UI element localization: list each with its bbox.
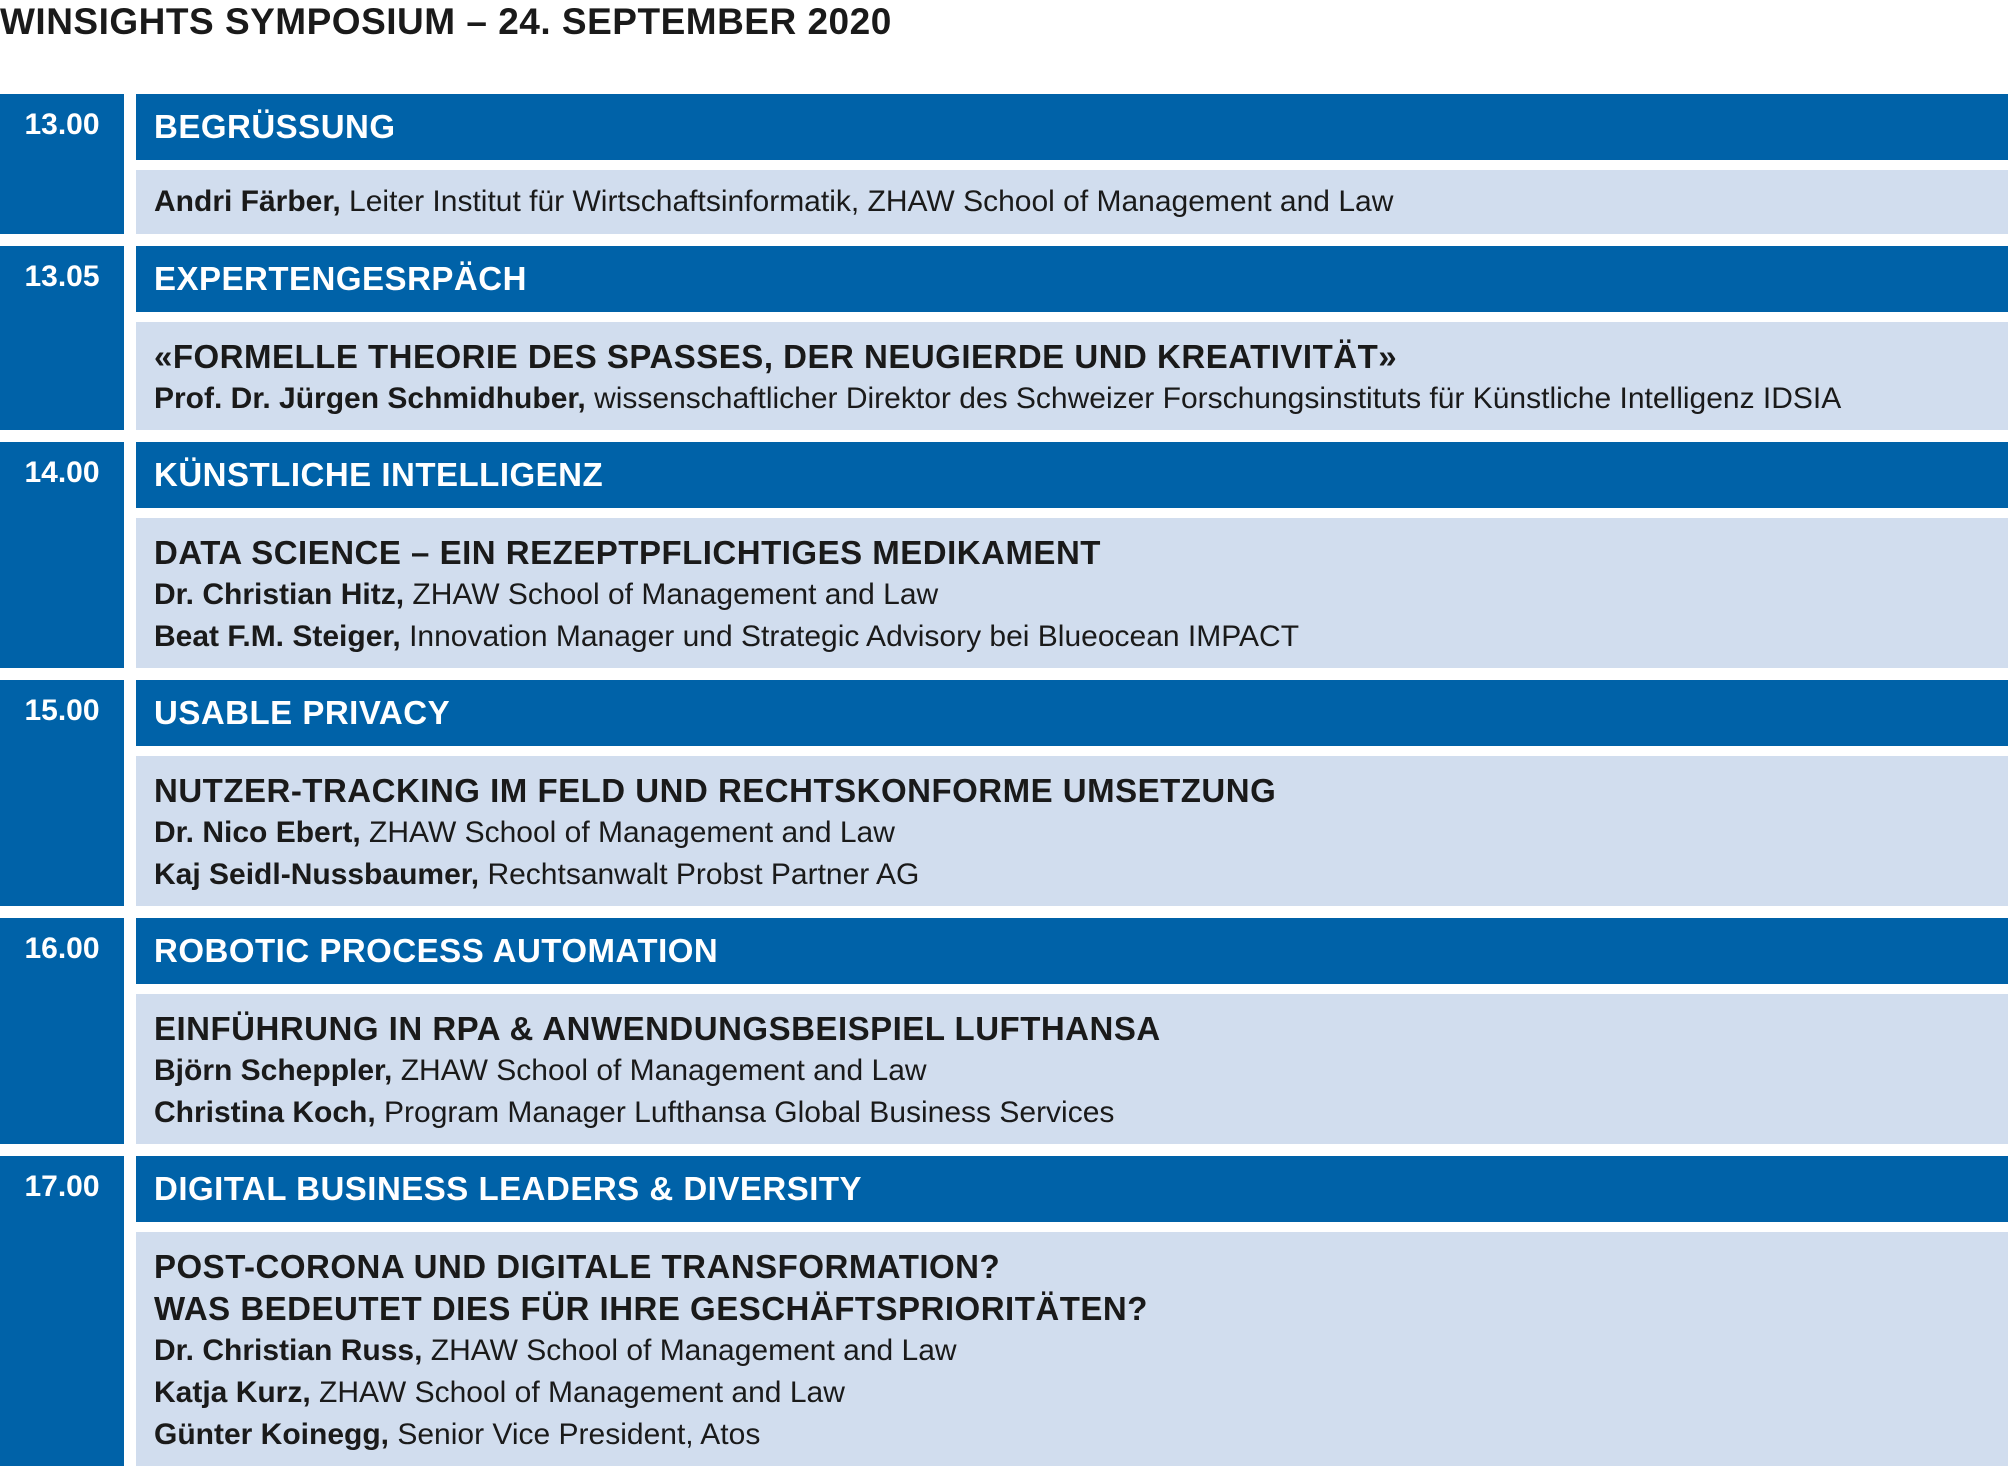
session-time: 15.00: [24, 694, 100, 727]
speaker-line: [154, 378, 1990, 420]
speaker-line: [154, 616, 1990, 658]
session-header: EXPERTENGESRPÄCH: [136, 246, 2008, 312]
session-body: [136, 322, 2008, 430]
session-block: [0, 680, 2008, 906]
speaker-role: Senior Vice President, Atos: [389, 1418, 761, 1451]
session-header: KÜNSTLICHE INTELLIGENZ: [136, 442, 2008, 508]
speaker-role: ZHAW School of Management and Law: [310, 1376, 845, 1409]
session-body: [136, 1232, 2008, 1466]
speaker-name: Beat F.M. Steiger,: [154, 620, 401, 653]
speaker-role: wissenschaftlicher Direktor des Schweizer Forschungsinstituts für Künstliche Intelligenz IDSIA: [585, 382, 1842, 415]
speaker-name: Björn Scheppler,: [154, 1054, 393, 1087]
speaker-line: [154, 1092, 1990, 1134]
session-time-column: [0, 94, 124, 234]
speaker-role: Rechtsanwalt Probst Partner AG: [479, 858, 920, 891]
session-content: [136, 680, 2008, 906]
session-header: USABLE PRIVACY: [136, 680, 2008, 746]
speaker-line: [154, 1372, 1990, 1414]
session-body: [136, 170, 2008, 234]
speaker-name: Andri Färber,: [154, 185, 341, 218]
page-title: WINSIGHTS SYMPOSIUM – 24. SEPTEMBER 2020: [0, 1, 892, 42]
speaker-line: [154, 181, 1990, 223]
talk-title: NUTZER-TRACKING IM FELD UND RECHTSKONFORME UMSETZUNG: [154, 772, 1277, 809]
speaker-line: [154, 1050, 1990, 1092]
session-block: [0, 246, 2008, 430]
session-header: DIGITAL BUSINESS LEADERS & DIVERSITY: [136, 1156, 2008, 1222]
agenda: [0, 94, 2008, 1478]
speaker-name: Christina Koch,: [154, 1096, 376, 1129]
speaker-name: Kaj Seidl-Nussbaumer,: [154, 858, 480, 891]
session-header: BEGRÜSSUNG: [136, 94, 2008, 160]
session-content: [136, 246, 2008, 430]
speaker-line: [154, 1414, 1990, 1456]
session-time: 13.00: [24, 108, 100, 141]
session-time-column: [0, 246, 124, 430]
speaker-line: [154, 1330, 1990, 1372]
speaker-role: Program Manager Lufthansa Global Business Services: [375, 1096, 1115, 1129]
session-content: [136, 442, 2008, 668]
speaker-name: Dr. Nico Ebert,: [154, 816, 361, 849]
talk-title: EINFÜHRUNG IN RPA & ANWENDUNGSBEISPIEL LUFTHANSA: [154, 1010, 1161, 1047]
session-time-column: [0, 1156, 124, 1466]
session-block: [0, 1156, 2008, 1466]
speaker-role: ZHAW School of Management and Law: [392, 1054, 927, 1087]
speaker-name: Prof. Dr. Jürgen Schmidhuber,: [154, 382, 586, 415]
session-time: 16.00: [24, 932, 100, 965]
speaker-name: Dr. Christian Hitz,: [154, 578, 405, 611]
speaker-name: Katja Kurz,: [154, 1376, 311, 1409]
speaker-line: [154, 812, 1990, 854]
session-body: [136, 994, 2008, 1144]
speaker-role: ZHAW School of Management and Law: [404, 578, 939, 611]
session-time-column: [0, 442, 124, 668]
speaker-name: Dr. Christian Russ,: [154, 1334, 423, 1367]
session-header: ROBOTIC PROCESS AUTOMATION: [136, 918, 2008, 984]
session-time: 14.00: [24, 456, 100, 489]
session-content: [136, 94, 2008, 234]
talk-title: «FORMELLE THEORIE DES SPASSES, DER NEUGIERDE UND KREATIVITÄT»: [154, 338, 1398, 375]
session-block: [0, 442, 2008, 668]
session-body: [136, 756, 2008, 906]
speaker-line: [154, 854, 1990, 896]
speaker-name: Günter Koinegg,: [154, 1418, 389, 1451]
session-block: [0, 94, 2008, 234]
speaker-role: Innovation Manager und Strategic Advisory bei Blueocean IMPACT: [400, 620, 1300, 653]
session-body: [136, 518, 2008, 668]
session-content: [136, 918, 2008, 1144]
talk-title: WAS BEDEUTET DIES FÜR IHRE GESCHÄFTSPRIORITÄTEN?: [154, 1290, 1148, 1327]
talk-title: POST-CORONA UND DIGITALE TRANSFORMATION?: [154, 1248, 1001, 1285]
session-block: [0, 918, 2008, 1144]
speaker-role: Leiter Institut für Wirtschaftsinformatik, ZHAW School of Management and Law: [340, 185, 1394, 218]
talk-title: DATA SCIENCE – EIN REZEPTPFLICHTIGES MEDIKAMENT: [154, 534, 1101, 571]
session-time-column: [0, 680, 124, 906]
session-time-column: [0, 918, 124, 1144]
speaker-role: ZHAW School of Management and Law: [422, 1334, 957, 1367]
session-time: 13.05: [24, 260, 100, 293]
speaker-role: ZHAW School of Management and Law: [360, 816, 895, 849]
session-content: [136, 1156, 2008, 1466]
speaker-line: [154, 574, 1990, 616]
session-time: 17.00: [24, 1170, 100, 1203]
